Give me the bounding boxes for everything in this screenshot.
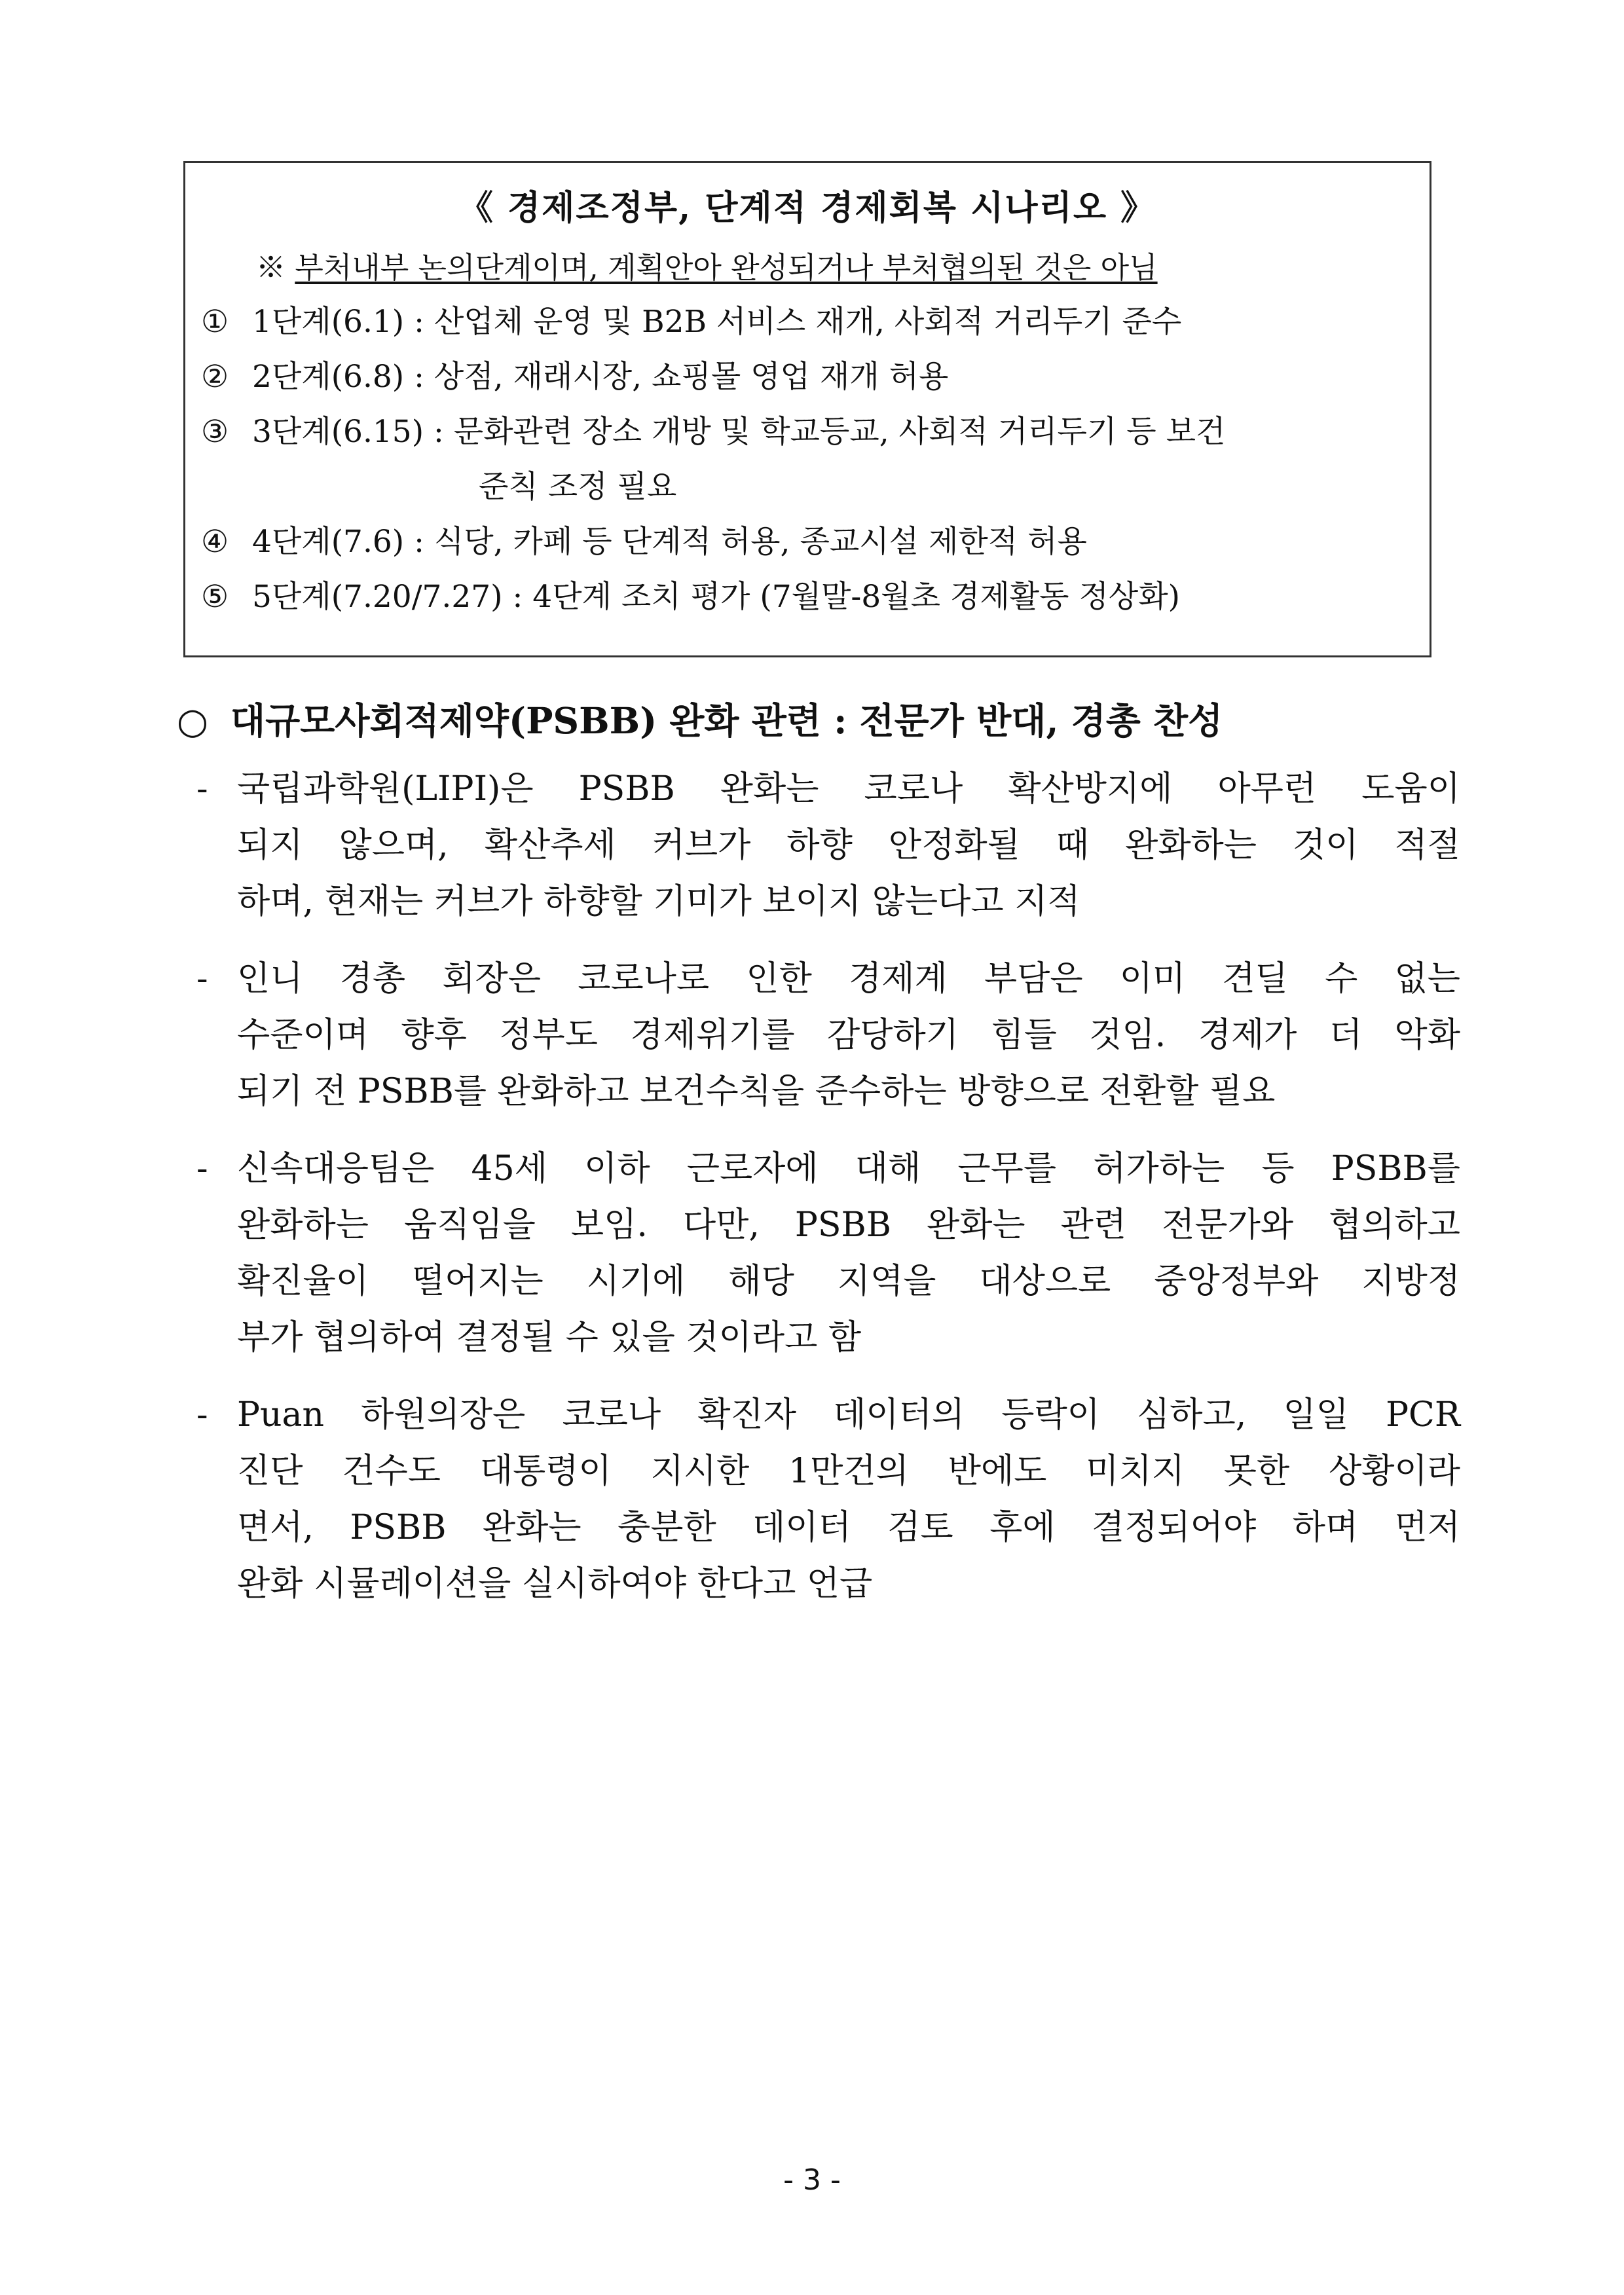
bullet-line: 확진율이 떨어지는 시기에 해당 지역을 대상으로 중앙정부와 지방정 (237, 1262, 1460, 1301)
note-text: 부처내부 논의단계이며, 계획안아 완성되거나 부처협의된 것은 아님 (295, 250, 1158, 285)
step-3 (201, 412, 1225, 452)
page-number: - 3 - (783, 2163, 841, 2197)
bullet-dash: - (196, 959, 208, 999)
section-bullet: ○ (177, 700, 208, 742)
step-4-text: 4단계(7.6) : 식당, 카페 등 단계적 허용, 종교시설 제한적 허용 (252, 524, 1087, 560)
bullet-line: 신속대응팀은 45세 이하 근로자에 대해 근무를 허가하는 등 PSBB를 (237, 1149, 1460, 1188)
section-heading-text: 대규모사회적제약(PSBB) 완화 관련 : 전문가 반대, 경총 찬성 (231, 699, 1223, 742)
box-note (256, 248, 1158, 287)
step-2 (201, 357, 948, 397)
bullet-line: 국립과학원(LIPI)은 PSBB 완화는 코로나 확산방지에 아무런 도움이 (237, 769, 1460, 809)
bullet-dash: - (196, 769, 208, 809)
box-title: 《 경제조정부, 단계적 경제회복 시나리오 》 (458, 188, 1156, 228)
step-2-text: 2단계(6.8) : 상점, 재래시장, 쇼핑몰 영업 재개 허용 (252, 359, 949, 395)
bullet-dash: - (196, 1149, 208, 1188)
bullet-line: Puan 하원의장은 코로나 확진자 데이터의 등락이 심하고, 일일 PCR (237, 1395, 1460, 1435)
bullet-employers-association (196, 951, 1460, 1120)
step-5-number: ⑤ (201, 579, 229, 615)
step-2-number: ② (201, 359, 229, 395)
bullet-line: 완화 시뮬레이션을 실시하여야 한다고 언급 (237, 1564, 873, 1604)
step-4 (201, 522, 1087, 562)
step-1 (201, 302, 1181, 342)
note-mark: ※ (256, 250, 286, 285)
bullet-line: 수준이며 향후 정부도 경제위기를 감당하기 힘들 것임. 경제가 더 악화 (237, 1016, 1460, 1055)
bullet-line: 진단 건수도 대통령이 지시한 1만건의 반에도 미치지 못한 상황이라 (237, 1452, 1460, 1491)
step-1-number: ① (201, 304, 229, 340)
bullet-dash: - (196, 1395, 208, 1435)
bullet-line: 되지 않으며, 확산추세 커브가 하향 안정화될 때 완화하는 것이 적절 (237, 826, 1460, 865)
bullet-lipi (196, 761, 1460, 930)
step-3-number: ③ (201, 414, 229, 450)
step-3-continuation: 준칙 조정 필요 (479, 469, 677, 505)
bullet-puan (196, 1387, 1460, 1612)
bullet-line: 면서, PSBB 완화는 충분한 데이터 검토 후에 결정되어야 하며 먼저 (237, 1508, 1460, 1547)
bullet-line: 되기 전 PSBB를 완화하고 보건수칙을 준수하는 방향으로 전환할 필요 (237, 1072, 1276, 1111)
bullet-line: 완화하는 움직임을 보임. 다만, PSBB 완화는 관련 전문가와 협의하고 (237, 1205, 1460, 1245)
bullet-line: 인니 경총 회장은 코로나로 인한 경제계 부담은 이미 견딜 수 없는 (237, 959, 1460, 999)
step-3-text: 3단계(6.15) : 문화관련 장소 개방 및 학교등교, 사회적 거리두기 등 보건 (252, 414, 1226, 450)
section-heading (177, 698, 1223, 744)
step-4-number: ④ (201, 524, 229, 560)
bullet-rapid-response-team (196, 1141, 1460, 1366)
step-5 (201, 577, 1180, 617)
step-1-text: 1단계(6.1) : 산업체 운영 및 B2B 서비스 재개, 사회적 거리두기 준수 (252, 304, 1182, 340)
bullet-line: 하며, 현재는 커브가 하향할 기미가 보이지 않는다고 지적 (237, 882, 1080, 921)
scenario-box (183, 161, 1431, 657)
bullet-line: 부가 협의하여 결정될 수 있을 것이라고 함 (237, 1318, 862, 1357)
step-5-text: 5단계(7.20/7.27) : 4단계 조치 평가 (7월말-8월초 경제활동 정상화) (252, 579, 1181, 615)
